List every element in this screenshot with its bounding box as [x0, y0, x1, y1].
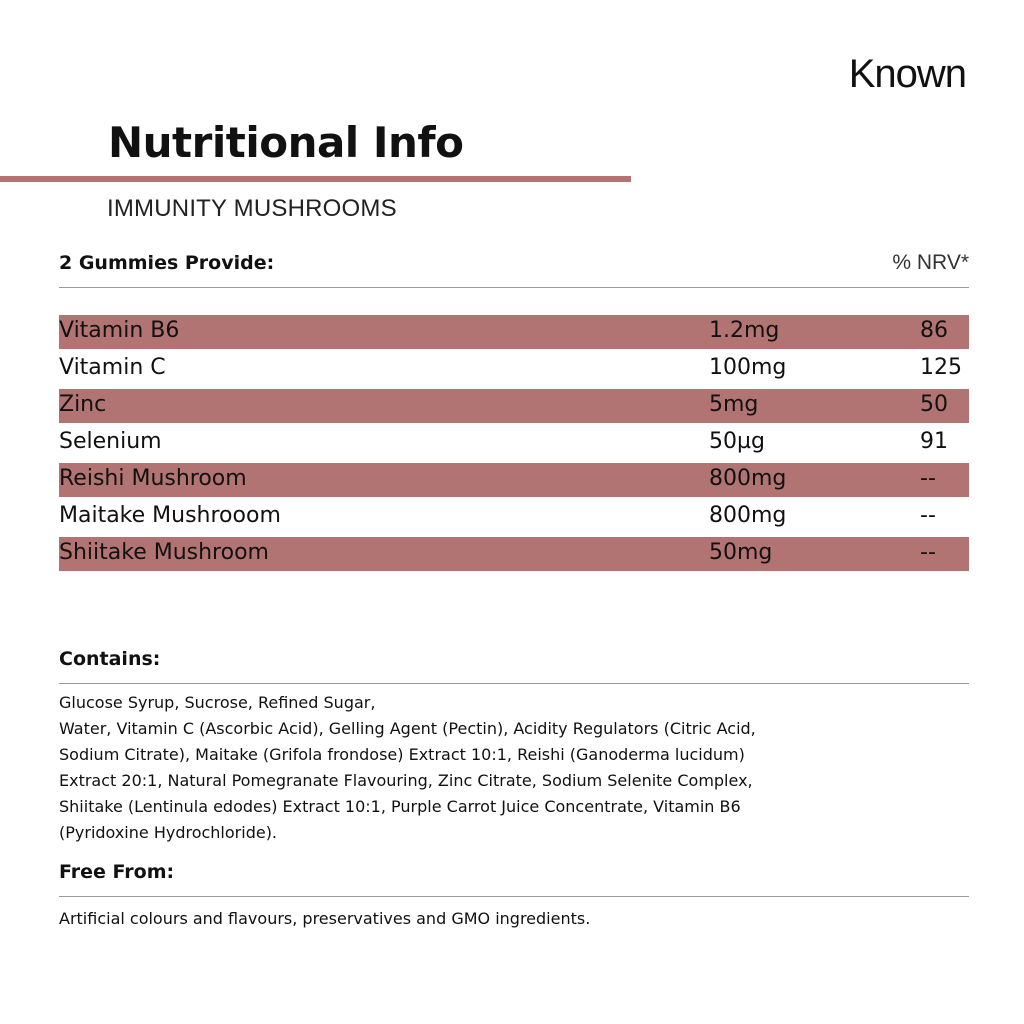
title-underline [0, 176, 631, 182]
nutrient-name: Shiitake Mushroom [59, 540, 269, 565]
free-from-line: Artificial colours and flavours, preservatives and GMO ingredients. [59, 909, 591, 928]
ingredients-line: Glucose Syrup, Sucrose, Refined Sugar, [59, 693, 376, 712]
ingredients-line: Water, Vitamin C (Ascorbic Acid), Gelling Agent (Pectin), Acidity Regulators (Citric Acid, [59, 719, 756, 738]
contains-divider [59, 683, 969, 684]
ingredients-line: Shiitake (Lentinula edodes) Extract 10:1, Purple Carrot Juice Concentrate, Vitamin B6 [59, 797, 741, 816]
table-row [59, 315, 969, 349]
product-name: IMMUNITY MUSHROOMS [107, 195, 397, 222]
serving-divider [59, 287, 969, 288]
nutrient-name: Zinc [59, 392, 107, 417]
nutrient-name: Vitamin B6 [59, 318, 180, 343]
nutrient-nrv: 125 [920, 355, 962, 380]
nutrient-amount: 5mg [709, 392, 759, 417]
table-row [59, 352, 969, 386]
nutrient-name: Selenium [59, 429, 162, 454]
nutrient-amount: 100mg [709, 355, 787, 380]
nutrient-name: Vitamin C [59, 355, 166, 380]
nrv-header: % NRV* [892, 251, 969, 274]
table-row [59, 500, 969, 534]
nutrient-amount: 50mg [709, 540, 773, 565]
table-row [59, 389, 969, 423]
nutrient-amount: 1.2mg [709, 318, 780, 343]
table-row [59, 463, 969, 497]
ingredients-text [59, 690, 969, 846]
ingredients-line: Extract 20:1, Natural Pomegranate Flavouring, Zinc Citrate, Sodium Selenite Complex, [59, 771, 753, 790]
nutrient-nrv: -- [920, 466, 936, 491]
ingredients-line: (Pyridoxine Hydrochloride). [59, 823, 278, 842]
nutrient-nrv: -- [920, 503, 936, 528]
table-row [59, 537, 969, 571]
nutrient-name: Reishi Mushroom [59, 466, 247, 491]
brand-logo: Known [848, 52, 966, 96]
contains-heading: Contains: [59, 648, 161, 670]
free-from-text [59, 906, 969, 932]
nutrient-nrv: 50 [920, 392, 948, 417]
nutrient-amount: 800mg [709, 466, 787, 491]
nutrient-name: Maitake Mushrooom [59, 503, 281, 528]
serving-header [59, 251, 969, 275]
ingredients-line: Sodium Citrate), Maitake (Grifola frondose) Extract 10:1, Reishi (Ganoderma lucidum) [59, 745, 745, 764]
page-title: Nutritional Info [108, 118, 464, 167]
free-from-heading: Free From: [59, 861, 175, 883]
nutrient-amount: 50µg [709, 429, 765, 454]
nutrient-nrv: 86 [920, 318, 948, 343]
serving-label: 2 Gummies Provide: [59, 252, 275, 274]
nutrient-amount: 800mg [709, 503, 787, 528]
nutrient-nrv: 91 [920, 429, 948, 454]
nutrient-table [59, 315, 969, 574]
nutrient-nrv: -- [920, 540, 936, 565]
table-row [59, 426, 969, 460]
free-from-divider [59, 896, 969, 897]
